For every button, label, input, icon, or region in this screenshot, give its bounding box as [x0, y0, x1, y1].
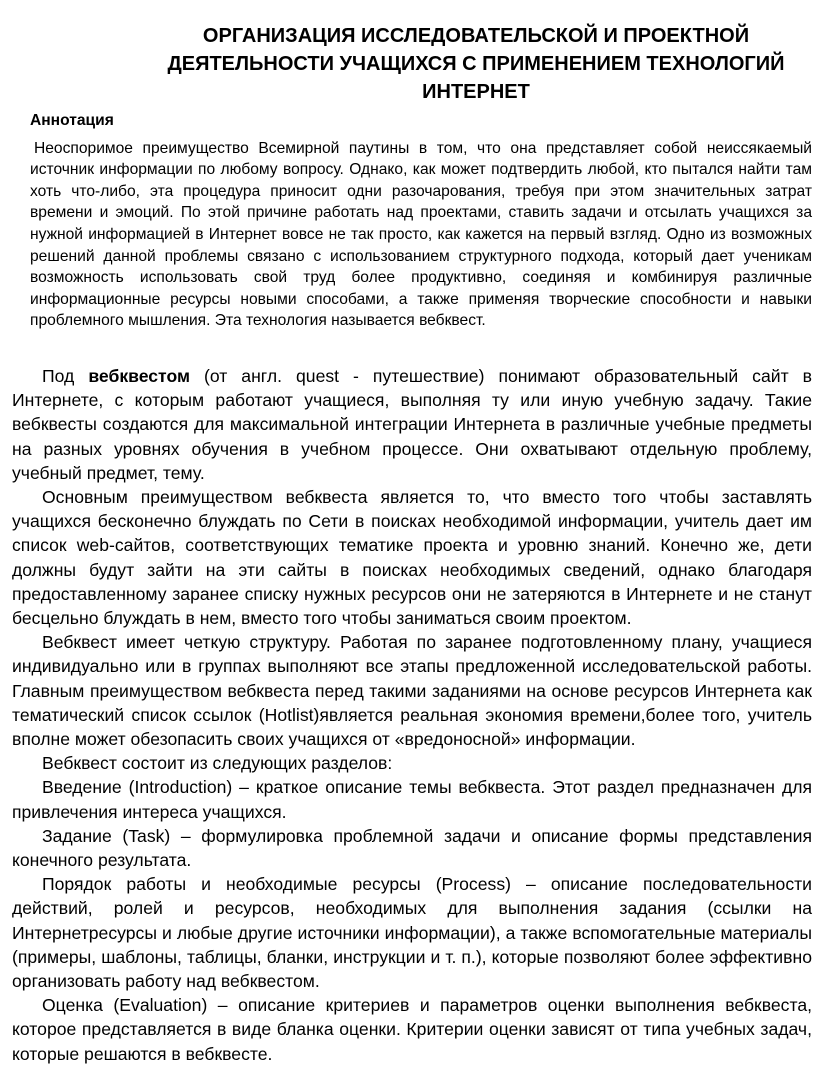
bold-term: вебквестом — [88, 366, 190, 386]
paragraph-sections-intro: Вебквест состоит из следующих разделов: — [42, 753, 393, 774]
paragraph-text: (от англ. quest - путешествие) понимают образовательный сайт в Интернете, с которым работают учащиеся, выполняя ту или иную учебную задачу. Такие вебквесты создаются для максимальной интеграции Интернета в различные учебные предметы на разных уровнях обучения в учебном процессе. Они охватывают отдельную проблему, учебный предмет, тему. — [12, 366, 813, 483]
paragraph-text: Под — [42, 366, 89, 386]
paragraph-evaluation: Оценка (Evaluation) – описание критериев и параметров оценки выполнения вебквеста, которое представляется в виде бланка оценки. Критерии оценки зависят от типа учебных задач, которые решаются в вебквесте. — [12, 995, 812, 1064]
paragraph-process: Порядок работы и необходимые ресурсы (Process) – описание последовательности действий, ролей и ресурсов, необходимых для выполнения задания (ссылки на Интернетресурсы и любые другие источники информации), а также вспомогательные материалы (примеры, шаблоны, таблицы, бланки, инструкции и т. п.), которые позволяют более эффективно организовать работу над вебквестом. — [12, 874, 812, 992]
paragraph-advantage: Основным преимуществом вебквеста является то, что вместо того чтобы заставлять учащихся бесконечно блуждать по Сети в поисках необходимой информации, учитель дает им список web-сайтов, соответствующих тематике проекта и уровню знаний. Конечно же, дети должны будут зайти на эти сайты в поисках необходимых сведений, однако благодаря предоставленному заранее списку нужных ресурсов они не затеряются в Интернете и не станут бесцельно блуждать в нем, вместо того чтобы заниматься своим проектом. — [12, 487, 812, 629]
document-title: ОРГАНИЗАЦИЯ ИССЛЕДОВАТЕЛЬСКОЙ И ПРОЕКТНОЙ ДЕЯТЕЛЬНОСТИ УЧАЩИХСЯ С ПРИМЕНЕНИЕМ ТЕХНОЛОГИЙ ИНТЕРНЕТ — [167, 25, 785, 103]
abstract-text: Неоспоримое преимущество Всемирной паутины в том, что она представляет собой неиссякаемый источник информации по любому вопросу. Однако, как может подтвердить любой, кто пытался найти там хоть что-либо, эта процедура приносит одни разочарования, требуя при этом значительных затрат времени и эмоций. По этой причине работать над проектами, ставить задачи и отсылать учащихся за нужной информацией в Интернет вовсе не так просто, как кажется на первый взгляд. Одно из возможных решений данной проблемы связано с использованием структурного подхода, который дает ученикам возможность использовать свой труд более продуктивно, соединяя и комбинируя различные информационные ресурсы новыми способами, а также применяя творческие способности и навыки проблемного мышления. Эта технология называется вебквест. — [30, 139, 812, 330]
paragraph-webquest-definition — [12, 364, 812, 485]
abstract-section — [30, 110, 812, 332]
body-section — [12, 364, 812, 1066]
paragraph-introduction: Введение (Introduction) – краткое описание темы вебквеста. Этот раздел предназначен для привлечения интереса учащихся. — [12, 777, 812, 822]
paragraph-task: Задание (Task) – формулировка проблемной задачи и описание формы представления конечного результата. — [12, 825, 812, 871]
abstract-heading: Аннотация — [30, 112, 114, 129]
paragraph-structure: Вебквест имеет четкую структуру. Работая по заранее подготовленному плану, учащиеся индивидуально или в группах выполняют все этапы предложенной исследовательской работы. Главным преимуществом вебквеста перед такими заданиями на основе ресурсов Интернета как тематический список ссылок (Hotlist)является реальная экономия времени,более того, учитель вполне может обезопасить своих учащихся от «вредоносной» информации. — [12, 632, 812, 750]
